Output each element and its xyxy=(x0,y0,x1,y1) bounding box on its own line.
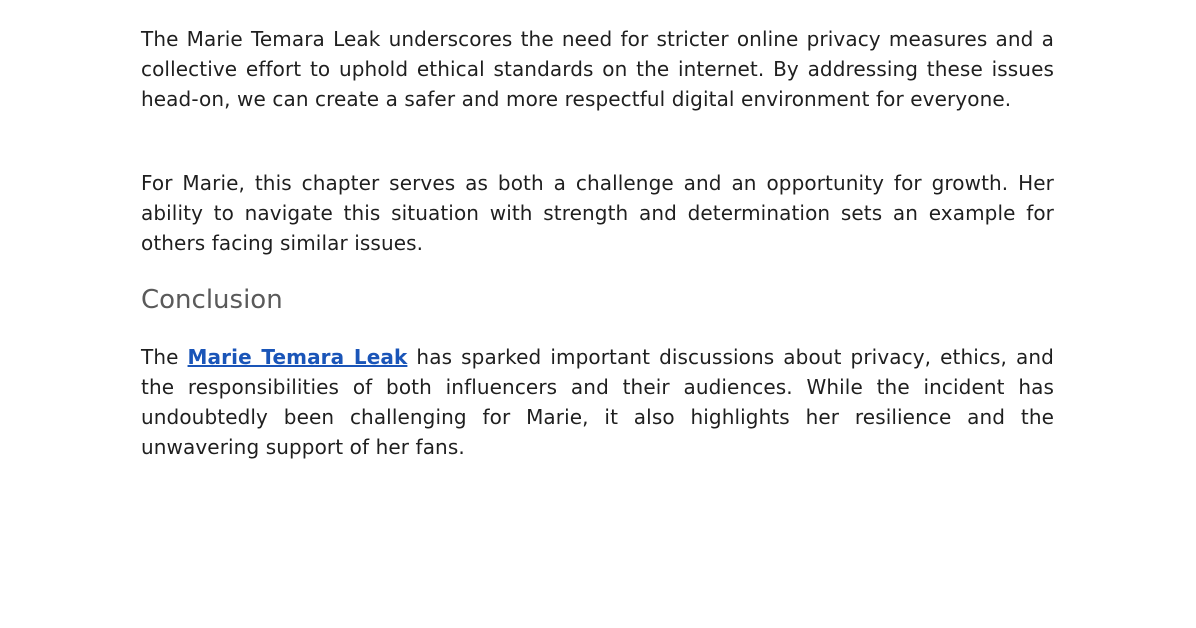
paragraph-privacy-measures: The Marie Temara Leak underscores the need for stricter online privacy measures and a collective effort to uphold ethical standards on the internet. By addressing these issues head-on, we can create a safer and more respectful digital environment for everyone. xyxy=(141,27,1054,111)
paragraph-conclusion xyxy=(141,342,1054,462)
conclusion-text-start: The xyxy=(141,345,188,369)
marie-temara-leak-link[interactable]: Marie Temara Leak xyxy=(187,345,408,369)
conclusion-text-rest: has sparked important discussions about privacy, ethics, and the responsibilities of both influencers and their audiences. While the incident has undoubtedly been challenging for Marie, it also highlights her resilience and the unwavering support of her fans. xyxy=(141,345,1054,459)
paragraph-growth: For Marie, this chapter serves as both a challenge and an opportunity for growth. Her ability to navigate this situation with strength and determination sets an example for others facing similar issues. xyxy=(141,171,1054,255)
cropped-heading-fragment xyxy=(141,0,441,4)
conclusion-heading: Conclusion xyxy=(141,285,283,315)
